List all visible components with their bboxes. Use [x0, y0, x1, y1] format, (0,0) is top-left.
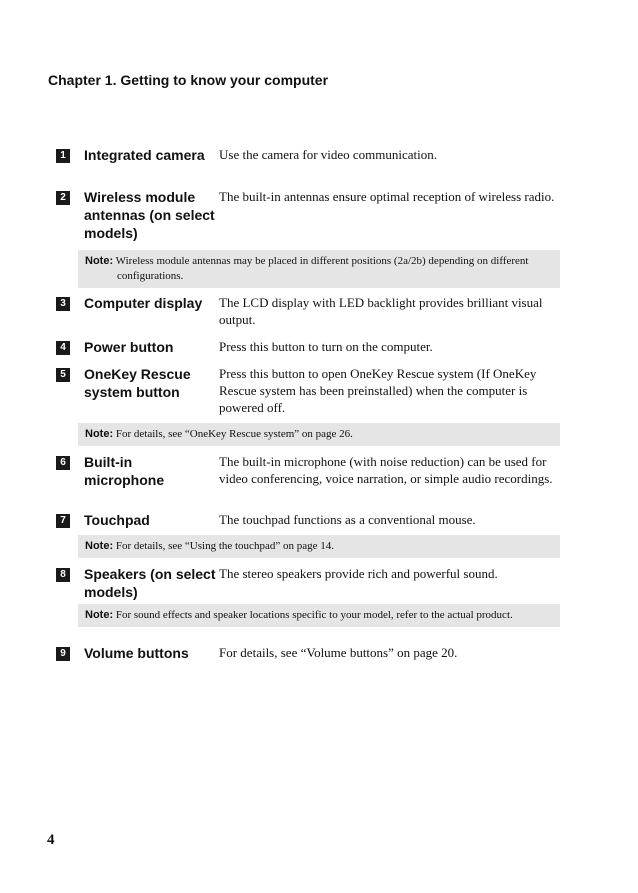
item-description: Press this button to open OneKey Rescue system (If OneKey Rescue system has been preinstalled) when the computer is powered off.: [219, 366, 537, 415]
item-term: Computer display: [84, 295, 203, 311]
item-term: Built-in microphone: [84, 454, 165, 488]
item-description: The built-in antennas ensure optimal reception of wireless radio.: [219, 189, 555, 204]
item-term: Wireless module antennas (on select models): [84, 189, 215, 241]
item-number-badge: 7: [56, 514, 70, 528]
chapter-title: Chapter 1. Getting to know your computer: [48, 72, 329, 88]
item-number-badge: 9: [56, 647, 70, 661]
note-box: [78, 423, 560, 446]
note-label: Note:: [85, 609, 114, 621]
item-number-badge: 2: [56, 191, 70, 205]
item-number-badge: 5: [56, 368, 70, 382]
note-label: Note:: [85, 428, 114, 440]
note-label: Note:: [85, 540, 114, 552]
item-description: The built-in microphone (with noise reduction) can be used for video conferencing, voice narration, or simple audio recordings.: [219, 454, 553, 486]
item-description: Use the camera for video communication.: [219, 147, 438, 162]
item-term: Integrated camera: [84, 147, 205, 163]
item-term: Power button: [84, 339, 174, 355]
item-number-badge: 3: [56, 297, 70, 311]
item-term: Touchpad: [84, 512, 150, 528]
item-term: Volume buttons: [84, 645, 189, 661]
note-text: For details, see “OneKey Rescue system” on page 26.: [115, 428, 353, 440]
note-text: For sound effects and speaker locations specific to your model, refer to the actual product.: [115, 609, 513, 621]
note-label: Note:: [85, 255, 114, 267]
note-text: Wireless module antennas may be placed in different positions (2a/2b) depending on different configurations.: [115, 255, 529, 282]
item-number-badge: 6: [56, 456, 70, 470]
note-box: [78, 604, 560, 627]
note-box: [78, 250, 560, 288]
item-term: Speakers (on select models): [84, 566, 216, 600]
item-description: Press this button to turn on the computer.: [219, 339, 433, 354]
item-number-badge: 1: [56, 149, 70, 163]
item-description: The touchpad functions as a conventional mouse.: [219, 512, 476, 527]
note-text: For details, see “Using the touchpad” on page 14.: [115, 540, 334, 552]
note-box: [78, 535, 560, 558]
item-term: OneKey Rescue system button: [84, 366, 191, 400]
page-number: 4: [47, 832, 55, 848]
item-description: The stereo speakers provide rich and powerful sound.: [219, 566, 498, 581]
item-number-badge: 4: [56, 341, 70, 355]
item-description: The LCD display with LED backlight provides brilliant visual output.: [219, 295, 543, 327]
item-number-badge: 8: [56, 568, 70, 582]
item-description: For details, see “Volume buttons” on page 20.: [219, 645, 458, 660]
